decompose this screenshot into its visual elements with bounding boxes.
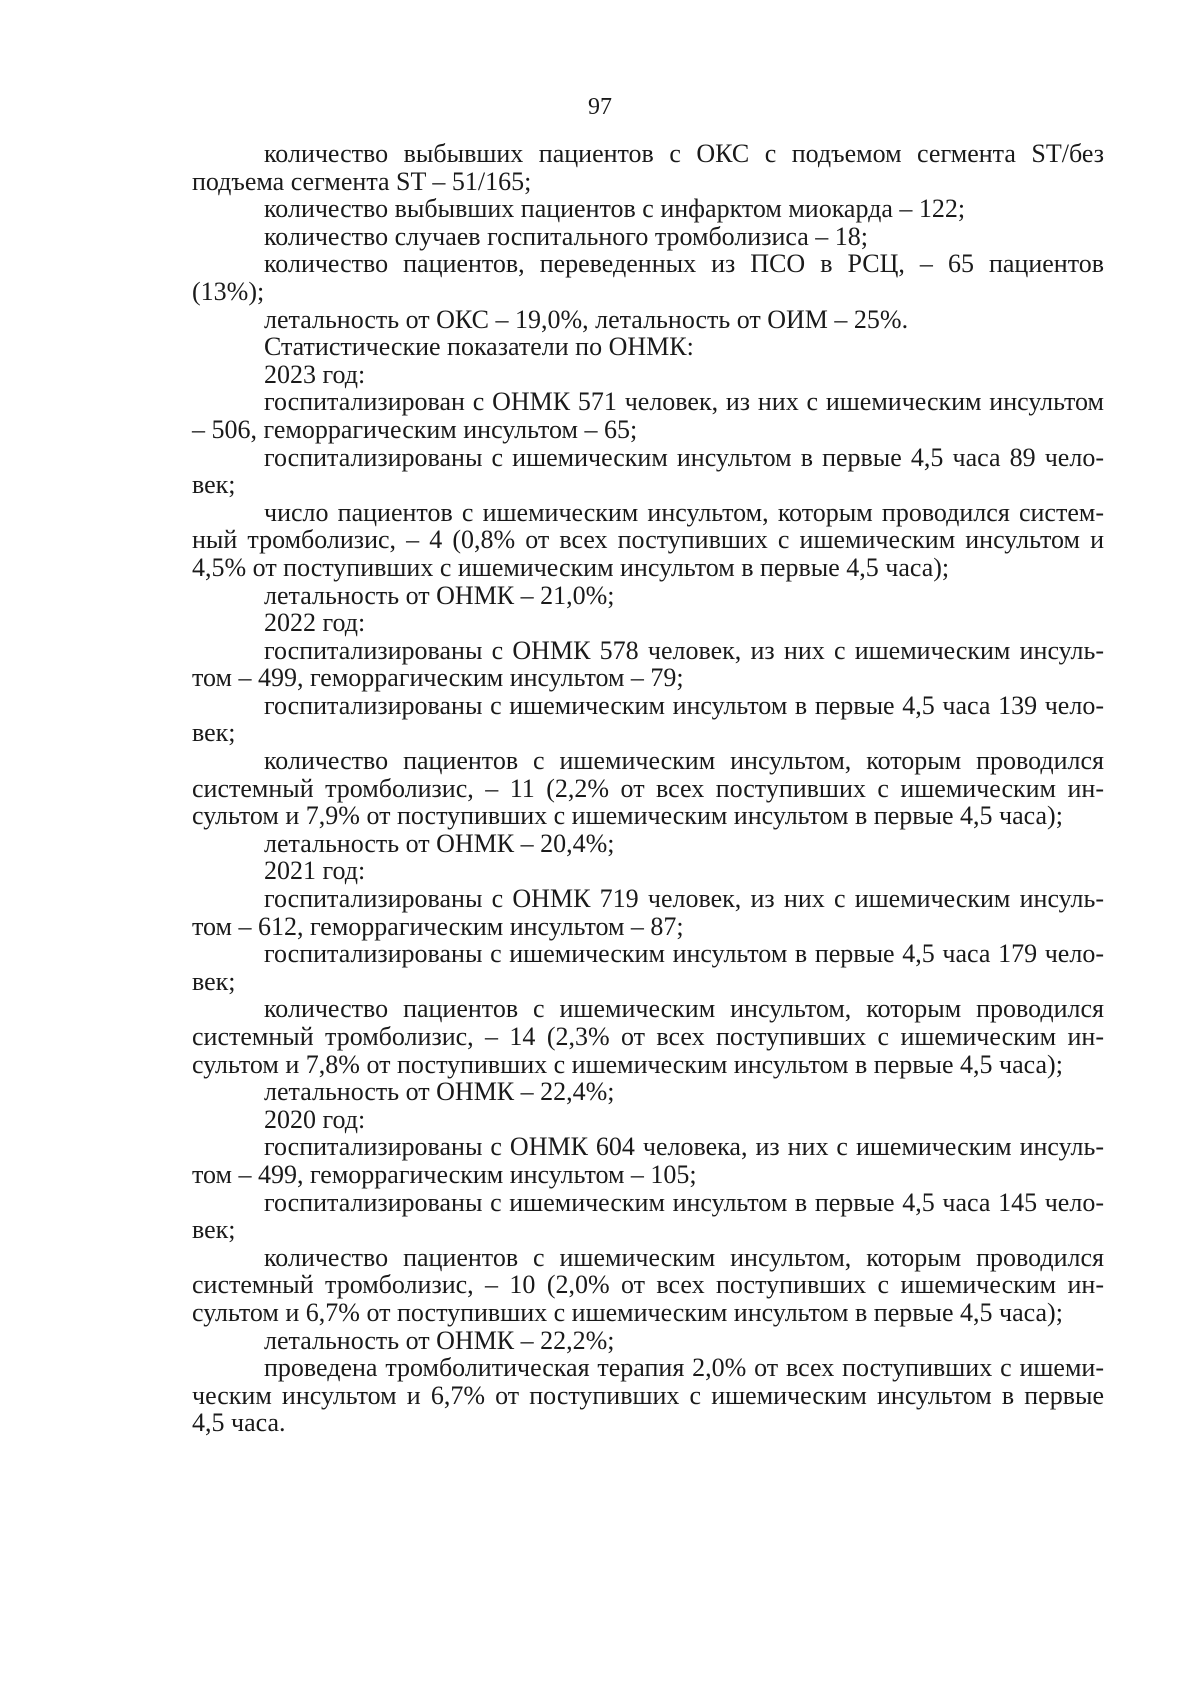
- page-number: 97: [588, 94, 612, 120]
- paragraph-2022-first-hours: госпитализированы с ишемическим инсультом в первые 4,5 часа 139 человек;: [192, 690, 1104, 748]
- paragraph-4: количество пациентов, переведенных из ПСО в РСЦ, – 65 пациентов (13%);: [192, 249, 1104, 306]
- paragraph-thrombolytic-therapy: проведена тромболитическая терапия 2,0% от всех поступивших с ишемическим инсультом и 6,7% от поступивших с ишемическим инсультом в первые 4,5 часа.: [192, 1353, 1104, 1438]
- paragraph-2023-first-hours: госпитализированы с ишемическим инсультом в первые 4,5 часа 89 человек;: [192, 442, 1104, 500]
- paragraph-2020-hospitalized: госпитализированы с ОНМК 604 человека, из них с ишемическим инсультом – 499, геморрагическим инсультом – 105;: [192, 1132, 1104, 1189]
- paragraph-2020-thrombolysis: количество пациентов с ишемическим инсультом, которым проводился системный тромболизис, – 10 (2,0% от всех поступивших с ишемическим инсультом и 6,7% от поступивших с ишемическим инсультом в первые 4,5 часа);: [192, 1242, 1104, 1327]
- paragraph-2022-hospitalized: госпитализированы с ОНМК 578 человек, из них с ишемическим инсультом – 499, геморрагическим инсультом – 79;: [192, 635, 1104, 693]
- year-heading-2021: 2021 год:: [264, 856, 366, 886]
- paragraph-2023-thrombolysis: число пациентов с ишемическим инсультом, которым проводился системный тромболизис, – 4 (0,8% от всех поступивших с ишемическим инсультом и 4,5% от поступивших с ишемическим инсультом в первые 4,5 часа);: [192, 497, 1104, 582]
- year-heading-2020: 2020 год:: [264, 1104, 366, 1134]
- section-heading-onmk: Статистические показатели по ОНМК:: [264, 332, 694, 362]
- paragraph-2022-thrombolysis: количество пациентов с ишемическим инсультом, которым проводился системный тромболизис, – 11 (2,2% от всех поступивших с ишемическим инсультом и 7,9% от поступивших с ишемическим инсультом в первые 4,5 часа);: [192, 746, 1104, 831]
- paragraph-2021-mortality: летальность от ОНМК – 22,4%;: [264, 1077, 615, 1107]
- paragraph-3: количество случаев госпитального тромболизиса – 18;: [264, 221, 869, 251]
- paragraph-2020-mortality: летальность от ОНМК – 22,2%;: [264, 1325, 615, 1355]
- paragraph-2023-mortality: летальность от ОНМК – 21,0%;: [264, 580, 615, 610]
- paragraph-1: количество выбывших пациентов с ОКС с подъемом сегмента ST/без подъема сегмента ST – 51/165;: [192, 139, 1104, 196]
- paragraph-2023-hospitalized: госпитализирован с ОНМК 571 человек, из них с ишемическим инсультом – 506, геморрагическим инсультом – 65;: [192, 387, 1104, 444]
- document-body: [192, 140, 1104, 1437]
- paragraph-5: летальность от ОКС – 19,0%, летальность от ОИМ – 25%.: [264, 304, 909, 334]
- paragraph-2021-first-hours: госпитализированы с ишемическим инсультом в первые 4,5 часа 179 человек;: [192, 939, 1104, 996]
- paragraph-2021-thrombolysis: количество пациентов с ишемическим инсультом, которым проводился системный тромболизис, – 14 (2,3% от всех поступивших с ишемическим инсультом и 7,8% от поступивших с ишемическим инсультом в первые 4,5 часа);: [192, 994, 1104, 1079]
- paragraph-2021-hospitalized: госпитализированы с ОНМК 719 человек, из них с ишемическим инсультом – 612, геморрагическим инсультом – 87;: [192, 884, 1104, 941]
- paragraph-2: количество выбывших пациентов с инфарктом миокарда – 122;: [264, 194, 966, 224]
- year-heading-2022: 2022 год:: [264, 608, 366, 638]
- paragraph-2022-mortality: летальность от ОНМК – 20,4%;: [264, 828, 615, 858]
- year-heading-2023: 2023 год:: [264, 359, 366, 389]
- paragraph-2020-first-hours: госпитализированы с ишемическим инсультом в первые 4,5 часа 145 человек;: [192, 1187, 1104, 1245]
